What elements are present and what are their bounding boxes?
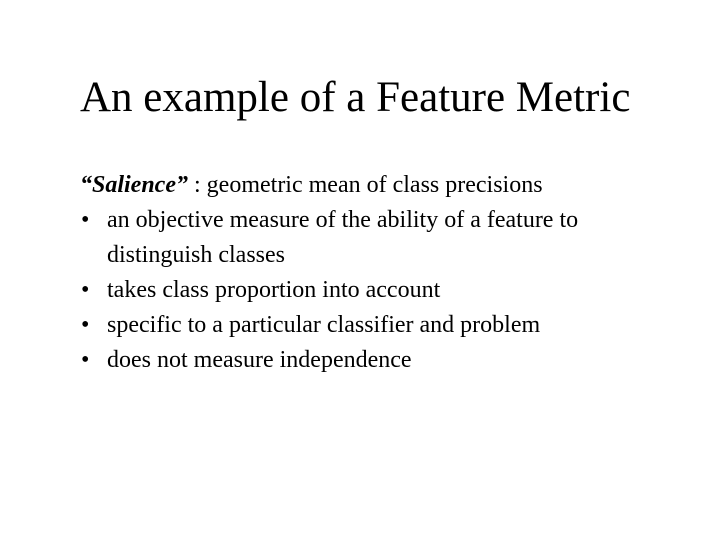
list-item xyxy=(80,273,680,308)
definition-separator: : xyxy=(188,172,207,198)
slide-title: An example of a Feature Metric xyxy=(80,74,631,121)
list-item-text: does not measure independence xyxy=(107,347,412,373)
defined-term: “Salience” xyxy=(80,172,188,198)
bullet-list xyxy=(80,203,680,378)
bullet-icon: • xyxy=(81,312,90,338)
list-item-text: specific to a particular classifier and problem xyxy=(107,312,541,338)
definition-text: geometric mean of class precisions xyxy=(206,172,543,198)
list-item xyxy=(80,343,680,378)
bullet-icon: • xyxy=(81,277,90,303)
list-item-text: takes class proportion into account xyxy=(107,277,441,303)
list-item xyxy=(80,203,680,273)
list-item xyxy=(80,308,680,343)
list-item-text: an objective measure of the ability of a feature to distinguish classes xyxy=(107,207,579,268)
bullet-icon: • xyxy=(81,207,90,233)
slide-body xyxy=(80,168,680,378)
definition-line xyxy=(80,168,680,203)
bullet-icon: • xyxy=(81,347,90,373)
